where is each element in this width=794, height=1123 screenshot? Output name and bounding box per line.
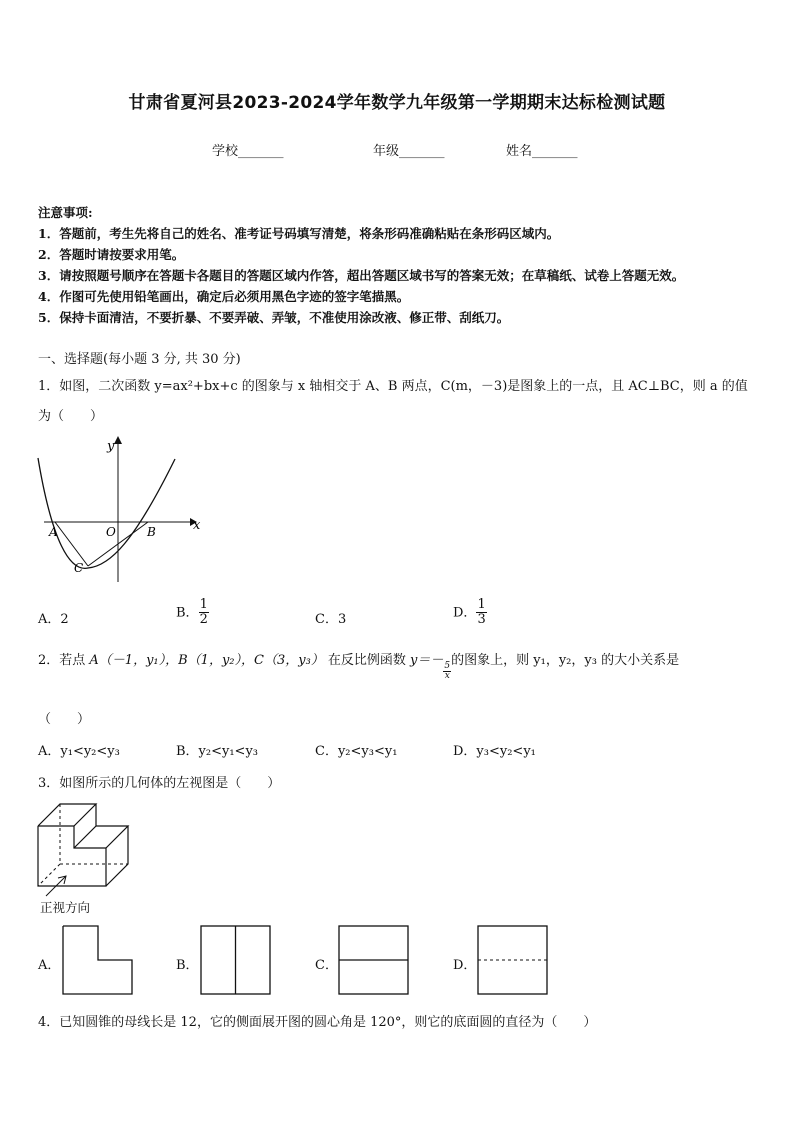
q1-option-d: D． $\frac{1}{3}$	[453, 597, 486, 628]
y-axis-arrow	[114, 436, 122, 444]
q3-option-a-shape	[62, 924, 134, 996]
q3-option-b-shape	[200, 924, 272, 996]
label-c: C	[74, 561, 84, 575]
school-field: 学校_______	[212, 144, 284, 159]
question-4-text: 4．已知圆锥的母线长是 12，它的侧面展开图的圆心角是 120°，则它的底面圆的直径为（ ）	[38, 1015, 597, 1030]
q1-option-c: C．3	[315, 612, 347, 627]
q2-option-c: C．y₂<y₃<y₁	[315, 744, 398, 759]
grade-field: 年级_______	[373, 144, 445, 159]
q2-option-a: A．y₁<y₂<y₃	[38, 744, 120, 759]
solid-figure	[30, 796, 150, 901]
question-2-paren: （ ）	[38, 712, 91, 727]
notes-heading: 注意事项:	[38, 205, 93, 220]
note-item: 3．请按照题号顺序在答题卡各题目的答题区域内作答，超出答题区域书写的答案无效；在草稿纸、试卷上答题无效。	[38, 268, 685, 283]
name-field: 姓名_______	[506, 144, 578, 159]
q3-option-c-shape	[338, 924, 410, 996]
label-x: x	[193, 518, 201, 533]
q3-option-d: D．	[453, 958, 477, 973]
view-direction-caption: 正视方向	[40, 900, 91, 915]
parabola-figure	[30, 432, 210, 592]
q1-option-b: B． $\frac{1}{2}$	[176, 597, 208, 628]
note-item: 1．答题前，考生先将自己的姓名、准考证号码填写清楚，将条形码准确粘贴在条形码区域内。	[38, 226, 560, 241]
q3-option-d-shape	[477, 924, 549, 996]
note-item: 2．答题时请按要求用笔。	[38, 247, 185, 262]
question-3-text: 3．如图所示的几何体的左视图是（ ）	[38, 776, 281, 791]
q2-option-d: D．y₃<y₂<y₁	[453, 744, 536, 759]
q2-option-b: B．y₂<y₁<y₃	[176, 744, 259, 759]
q1-option-a: A．2	[38, 612, 69, 627]
q3-option-b: B．	[176, 958, 199, 973]
label-y: y	[107, 439, 115, 454]
question-1-text: 1．如图，二次函数 y=ax²+bx+c 的图象与 x 轴相交于 A、B 两点，C(m，－3)是图象上的一点，且 AC⊥BC，则 a 的值	[38, 379, 748, 394]
label-a: A	[49, 525, 58, 539]
page-title: 甘肃省夏河县2023-2024学年数学九年级第一学期期末达标检测试题	[128, 93, 666, 113]
parabola-curve	[38, 458, 175, 568]
q3-option-c: C．	[315, 958, 338, 973]
section-heading: 一、选择题(每小题 3 分, 共 30 分)	[38, 352, 241, 367]
q3-option-a: A．	[38, 958, 61, 973]
note-item: 5．保持卡面清洁，不要折暴、不要弄破、弄皱，不准使用涂改液、修正带、刮纸刀。	[38, 310, 510, 325]
note-item: 4．作图可先使用铅笔画出，确定后必须用黑色字迹的签字笔描黑。	[38, 289, 410, 304]
question-1-text-cont: 为（ ）	[38, 409, 104, 424]
label-o: O	[106, 525, 116, 539]
question-2-text: 2．若点 A（－1，y₁），B（1，y₂），C（3，y₃） 在反比例函数 y＝－ $\frac{5}{x}$ 的图象上，则 y₁，y₂，y₃ 的大小关系是	[38, 653, 680, 681]
label-b: B	[147, 525, 156, 539]
